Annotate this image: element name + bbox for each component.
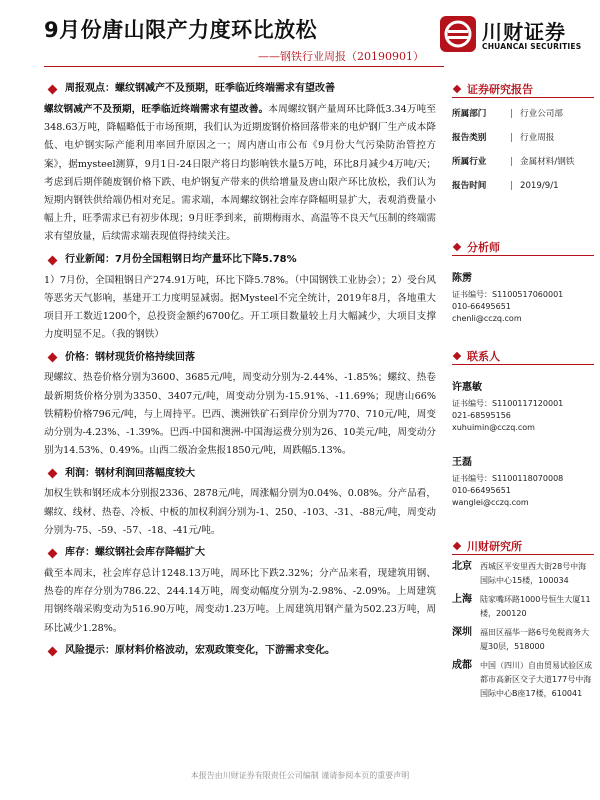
section-body: 加权生铁和钢坯成本分别报2336、2878元/吨，周涨幅分别为0.04%、0.08%。分产品看，螺纹、线材、热卷、冷板、中板的加权利润分别为-1、250、-103、-31、-88元/吨，周变动分别为-75、-59、-57、-18、-41元/吨。 — [44, 488, 436, 536]
contact-cert: 证书编号：S1100118070008 — [452, 474, 564, 483]
diamond-bullet-icon — [453, 242, 461, 250]
office-item: 深圳 福田区福华一路6号免税商务大厦30层，518000 — [452, 627, 590, 651]
contact-email[interactable]: xuhuimin@cczq.com — [452, 423, 535, 432]
section-heading: 价格：钢材现货价格持续回落 — [65, 351, 195, 363]
diamond-bullet-icon — [453, 351, 461, 359]
contact-name: 许惠敏 — [452, 382, 482, 393]
section-heading: 库存：螺纹钢社会库存降幅扩大 — [65, 547, 205, 559]
analyst-email[interactable]: chenli@cczq.com — [452, 314, 522, 323]
contact-cert: 证书编号：S1100117120001 — [452, 399, 564, 408]
offices-heading: 川财研究所 — [452, 537, 594, 555]
diamond-bullet-icon — [48, 85, 58, 95]
section-body: 截至本周末，社会库存总计1248.13万吨，周环比下跌2.32%；分产品来看，现建筑用钢、热卷的库存分别为786.22、244.14万吨，周变动幅度分别为-2.98%、-2.09%。上周建筑用钢终端采购变动为516.90万吨，周变动1.23万吨。上周建筑用钢产量为502.23万吨，周环比减少1.28%。 — [44, 568, 436, 634]
report-subtitle: ——钢铁行业周报（20190901） — [258, 50, 424, 63]
contact-phone: 021-68595156 — [452, 411, 511, 420]
section-price — [44, 348, 436, 460]
analyst-card — [452, 272, 594, 325]
diamond-bullet-icon — [48, 255, 58, 265]
analyst-heading: 分析师 — [452, 238, 594, 256]
section-risk — [44, 642, 436, 661]
logo-english: CHUANCAI SECURITIES — [482, 42, 582, 51]
diamond-bullet-icon — [48, 469, 58, 479]
logo-name: 川财证券 — [482, 20, 566, 44]
diamond-bullet-icon — [48, 549, 58, 559]
header-rule — [44, 66, 444, 67]
analyst-name: 陈雳 — [452, 273, 472, 284]
section-profit — [44, 464, 436, 540]
section-heading: 风险提示：原材料价格波动，宏观政策变化，下游需求变化。 — [65, 645, 335, 657]
contact-email[interactable]: wanglei@cczq.com — [452, 498, 529, 507]
analyst-cert: 证书编号：S1100517060001 — [452, 290, 564, 299]
report-title: 9月份唐山限产力度环比放松 — [44, 18, 318, 42]
report-info-table — [452, 102, 594, 198]
sidebar — [452, 80, 594, 701]
section-heading: 利润：钢材利润回落幅度较大 — [65, 467, 195, 479]
section-body: 1）7月份，全国粗钢日产274.91万吨，环比下降5.78%。（中国钢铁工业协会）；2）受台风等恶劣天气影响，基建开工力度明显减弱。据Mysteel不完全统计，2019年8月，各地重大项目开工数近1200个，总投资金额约6700亿。开工项目数量较上月大幅减少，大项目支撑力度明显不足。（我的钢铁） — [44, 274, 436, 341]
contact-card — [452, 456, 594, 509]
section-body: 现螺纹、热卷价格分别为3600、3685元/吨，周变动分别为-2.44%、-1.85%；螺纹、热卷最新期货价格分别为3350、3407元/吨，周变动分别为-15.91%、-11.69%；现唐山66%铁精粉价格796元/吨，与上周持平。巴西、澳洲铁矿石到岸价分别为770、710元/吨，周变动分别为-4.23%、-1.39%。巴西-中国和澳洲-中国海运费分别为26、10美元/吨，周变动分别为14.53%、0.49%。山西二级冶金焦报1850元/吨，周跌幅5.13%。 — [44, 372, 436, 457]
office-list — [452, 560, 594, 701]
office-item: 成都 中国（四川）自由贸易试验区成都市高新区交子大道177号中海国际中心B座17楼，610041 — [452, 660, 592, 698]
analyst-phone: 010-66495651 — [452, 302, 511, 311]
diamond-bullet-icon — [48, 353, 58, 363]
diamond-bullet-icon — [453, 84, 461, 92]
office-item: 上海 陆家嘴环路1000号恒生大厦11楼，200120 — [452, 594, 591, 618]
contacts-heading: 联系人 — [452, 347, 594, 365]
section-body: 本周螺纹钢产量周环比降低3.34万吨至348.63万吨，降幅略低于市场预期，我们认为近期废钢价格回落带来的电炉钢厂生产成本降低、电炉钢实际产能利用率回升原因之一；周内唐山市公布《9月份大气污染防治管控方案》，据mysteel测算，9月1日-24日限产将日均影响铁水量5万吨，环比8月减少4万吨/天；考虑到后期伴随废钢价格下跌、电炉钢复产带来的供给增量及唐山限产环比放松，我们认为短期内钢铁供给端仍相对充足。需求端，本周螺纹钢社会库存降幅明显扩大，表观消费量小幅上升，旺季需求已有初步体现；9月旺季到来，前期梅雨水、高温等不良天气压制的终端需求有望放量，后续需求端表现值得持续关注。 — [44, 104, 436, 243]
section-news — [44, 251, 436, 345]
contact-name: 王磊 — [452, 457, 472, 468]
contact-card — [452, 381, 594, 434]
info-row: 所属行业 | 金属材料/钢铁 — [452, 157, 575, 167]
info-row: 报告类别 | 行业周报 — [452, 133, 555, 143]
section-inventory — [44, 544, 436, 638]
section-lead: 螺纹钢减产不及预期，旺季临近终端需求有望改善。 — [44, 104, 269, 115]
section-viewpoint — [44, 80, 436, 247]
section-heading: 行业新闻：7月份全国粗钢日均产量环比下降5.78% — [65, 254, 297, 266]
info-row: 所属部门 | 行业公司部 — [452, 109, 563, 119]
contact-phone: 010-66495651 — [452, 486, 511, 495]
page-footer: 本报告由川财证券有限责任公司编制 谨请参阅本页的重要声明 — [190, 771, 410, 780]
office-item: 北京 西城区平安里西大街28号中海国际中心15楼，100034 — [452, 561, 587, 585]
report-info-heading: 证券研究报告 — [452, 80, 594, 98]
main-content — [44, 76, 436, 663]
diamond-bullet-icon — [48, 646, 58, 656]
info-row: 报告时间 | 2019/9/1 — [452, 181, 559, 191]
section-heading: 周报观点：螺纹钢减产不及预期，旺季临近终端需求有望改善 — [65, 83, 335, 95]
diamond-bullet-icon — [453, 541, 461, 549]
